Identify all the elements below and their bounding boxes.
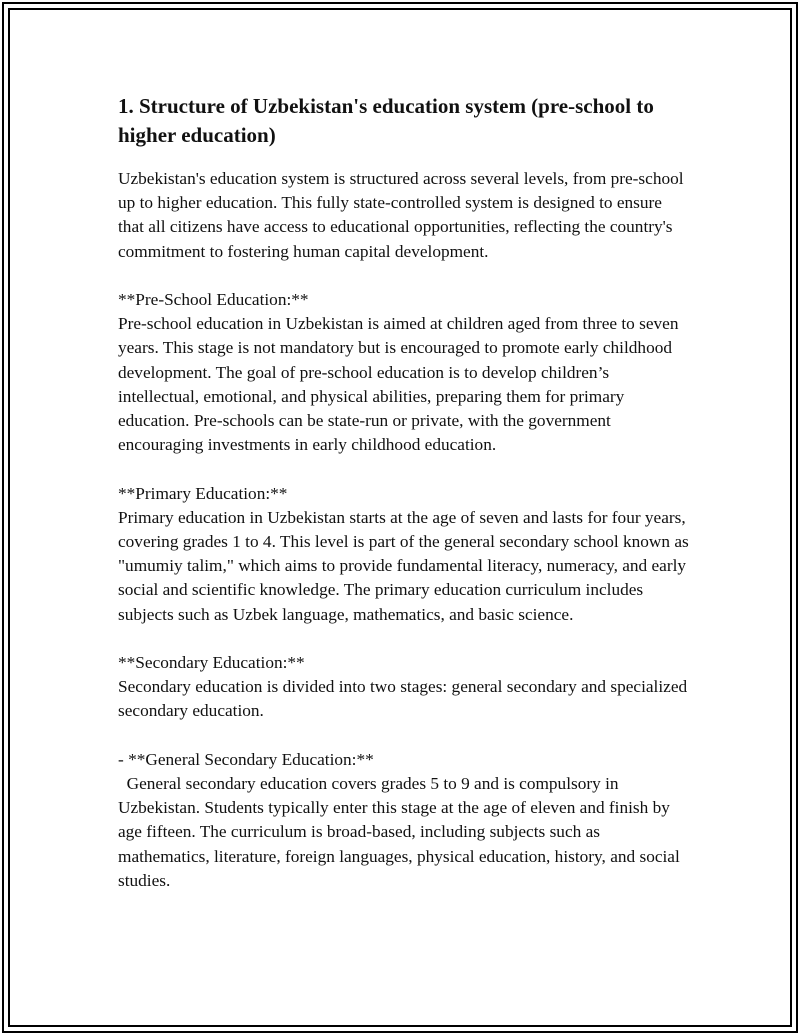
paragraph-gap	[118, 457, 690, 481]
document-body	[118, 92, 694, 893]
preschool-title: **Pre-School Education:**	[118, 290, 309, 309]
primary-paragraph: Primary education in Uzbekistan starts at the age of seven and lasts for four years, covering grades 1 to 4. This level is part of the general secondary school known as "umumiy talim," which aims to provide fundamental literacy, numeracy, and early social and scientific knowledge. The primary education curriculum includes subjects such as Uzbek language, mathematics, and basic science.	[118, 507, 694, 624]
section-heading: 1. Structure of Uzbekistan's education system (pre-school to higher education)	[118, 94, 654, 147]
intro-paragraph: Uzbekistan's education system is structured across several levels, from pre-school up to higher education. This fully state-controlled system is designed to ensure that all citizens have access to educational opportunities, reflecting the country's commitment to fostering human capital development.	[118, 169, 688, 261]
paragraph-gap	[118, 724, 690, 748]
secondary-title: **Secondary Education:**	[118, 653, 305, 673]
general-secondary-title: - **General Secondary Education:**	[118, 749, 374, 769]
paragraph-gap	[118, 264, 690, 288]
general-secondary-paragraph: General secondary education covers grades 5 to 9 and is compulsory in Uzbekistan. Students typically enter this stage at the age of eleven and finish by age fifteen. The curriculum is broad-based, including subjects such as mathematics, literature, foreign languages, physical education, history, and social studies.	[118, 774, 685, 890]
preschool-paragraph: Pre-school education in Uzbekistan is aimed at children aged from three to seven years. This stage is not mandatory but is encouraged to promote early childhood development. The goal of pre-school education is to develop children’s intellectual, emotional, and physical abilities, preparing them for primary education. Pre-schools can be state-run or private, with the government encouraging investments in early childhood education.	[118, 314, 683, 455]
secondary-paragraph: Secondary education is divided into two stages: general secondary and specialized secondary education.	[118, 677, 692, 721]
paragraph-gap	[118, 627, 690, 651]
primary-title: **Primary Education:**	[118, 483, 288, 503]
